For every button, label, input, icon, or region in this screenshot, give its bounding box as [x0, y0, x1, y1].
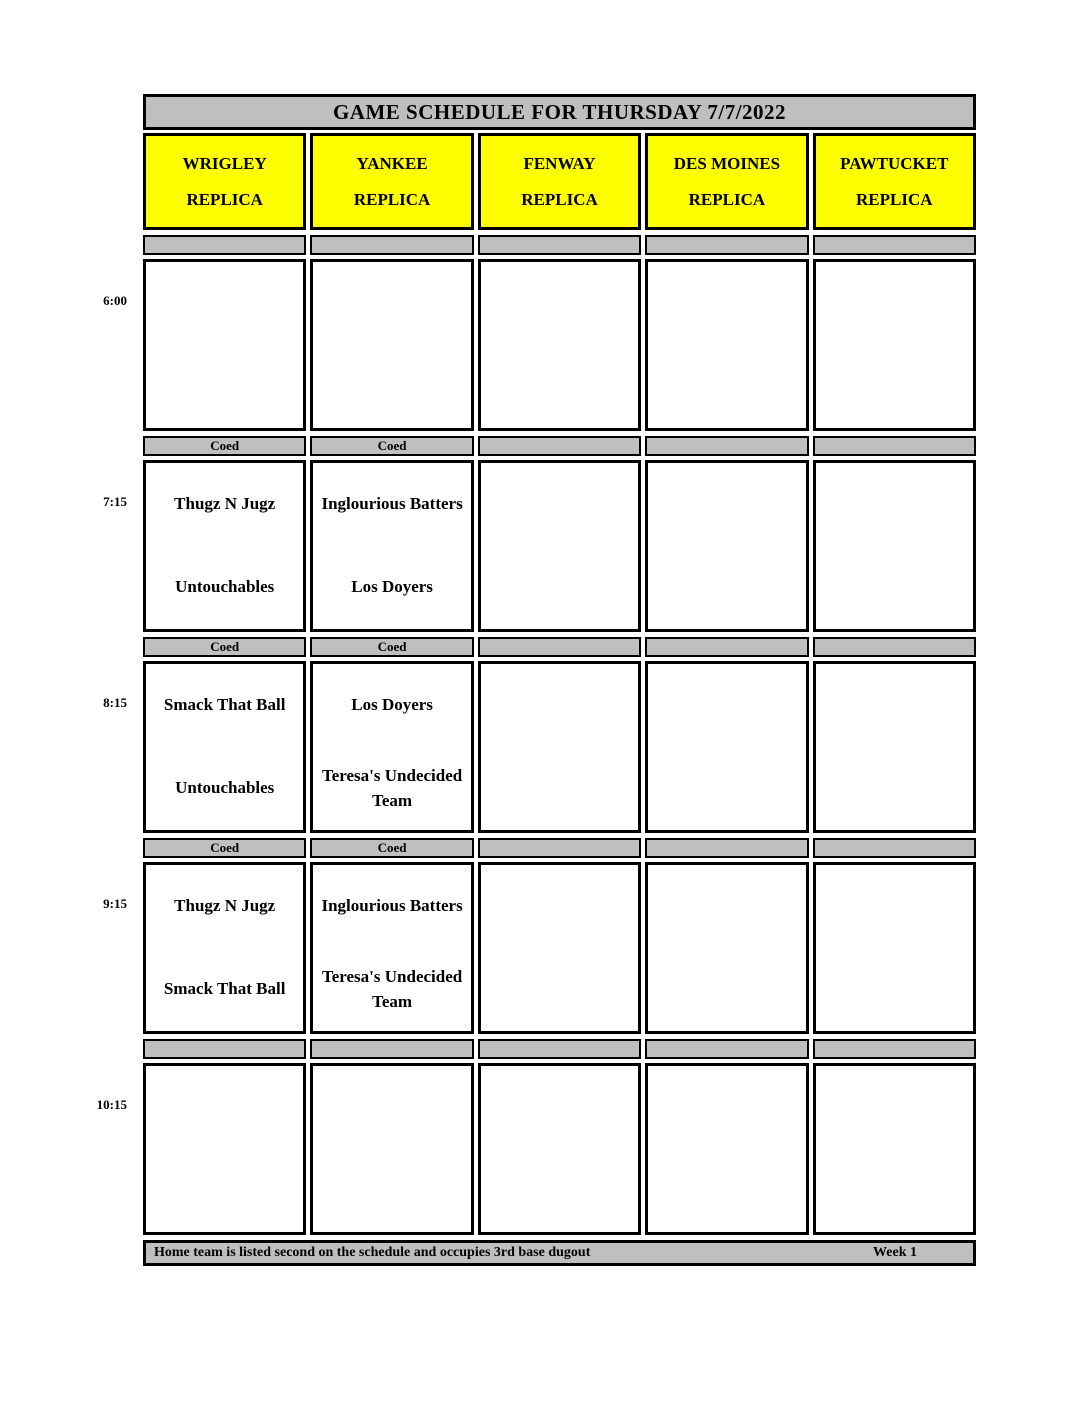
home-team: Smack That Ball	[163, 979, 286, 999]
away-team: Thugz N Jugz	[174, 896, 276, 916]
game-cell	[478, 460, 641, 632]
divider-row	[143, 1039, 976, 1059]
home-team	[648, 1149, 805, 1232]
game-cell	[813, 460, 976, 632]
away-team	[816, 463, 973, 546]
divider-cell	[813, 436, 976, 456]
home-team: Untouchables	[175, 577, 275, 597]
game-cell	[645, 1063, 808, 1235]
field-name: WRIGLEY	[182, 153, 267, 173]
game-cell	[143, 259, 306, 431]
divider-cell	[813, 1039, 976, 1059]
game-cell	[813, 1063, 976, 1235]
away-team	[648, 1066, 805, 1149]
away-team	[481, 463, 638, 546]
home-team: Los Doyers	[351, 577, 433, 597]
time-label: 8:15	[103, 695, 127, 710]
field-subname: REPLICA	[688, 189, 766, 209]
divider-cell	[813, 235, 976, 255]
home-team: Teresa's Undecided Team	[321, 765, 463, 810]
schedule-body	[96, 235, 976, 1235]
divider-cell	[143, 235, 306, 255]
away-team: Inglourious Batters	[321, 494, 463, 514]
time-label: 10:15	[96, 1097, 127, 1112]
home-team	[146, 1149, 303, 1232]
division-label: Coed	[143, 637, 306, 657]
divider-cell	[645, 838, 808, 858]
game-cell	[310, 862, 473, 1034]
home-team	[481, 345, 638, 428]
away-team	[481, 664, 638, 747]
away-team	[481, 1066, 638, 1149]
away-team	[816, 1066, 973, 1149]
home-team	[816, 747, 973, 830]
division-label: Coed	[310, 637, 473, 657]
away-team	[816, 664, 973, 747]
time-label: 9:15	[103, 896, 127, 911]
division-label: Coed	[310, 436, 473, 456]
away-team	[481, 865, 638, 948]
home-team	[481, 546, 638, 629]
game-row	[103, 460, 976, 632]
away-team	[313, 1066, 470, 1149]
away-team	[648, 463, 805, 546]
game-cell	[310, 661, 473, 833]
home-team	[648, 345, 805, 428]
away-team	[648, 262, 805, 345]
game-cell	[478, 259, 641, 431]
divider-row	[143, 436, 976, 456]
home-team	[481, 747, 638, 830]
game-row	[103, 661, 976, 833]
divider-cell	[645, 1039, 808, 1059]
divider-cell	[813, 838, 976, 858]
home-team	[816, 1149, 973, 1232]
away-team	[648, 865, 805, 948]
game-cell	[310, 1063, 473, 1235]
division-label: Coed	[143, 436, 306, 456]
game-cell	[645, 862, 808, 1034]
home-team	[481, 1149, 638, 1232]
game-row	[103, 862, 976, 1034]
field-header-wrigley	[143, 133, 306, 230]
field-name: DES MOINES	[673, 153, 781, 173]
game-row	[103, 259, 976, 431]
field-header-fenway	[478, 133, 641, 230]
divider-cell	[645, 436, 808, 456]
divider-cell	[310, 235, 473, 255]
divider-row	[143, 838, 976, 858]
game-cell	[645, 460, 808, 632]
game-cell	[645, 661, 808, 833]
division-label: Coed	[310, 838, 473, 858]
footer-bar	[143, 1240, 976, 1266]
game-cell	[478, 1063, 641, 1235]
game-cell	[478, 661, 641, 833]
schedule-title: GAME SCHEDULE FOR THURSDAY 7/7/2022	[143, 94, 976, 130]
away-team	[146, 1066, 303, 1149]
time-label: 6:00	[103, 293, 127, 308]
division-label: Coed	[143, 838, 306, 858]
game-cell	[143, 460, 306, 632]
field-subname: REPLICA	[353, 189, 431, 209]
field-subname: REPLICA	[521, 189, 598, 209]
away-team: Inglourious Batters	[321, 896, 463, 916]
game-cell	[310, 259, 473, 431]
home-team	[816, 948, 973, 1031]
field-subname: REPLICA	[186, 189, 263, 209]
divider-cell	[645, 637, 808, 657]
divider-cell	[478, 436, 641, 456]
home-team: Teresa's Undecided Team	[321, 966, 463, 1011]
divider-row	[143, 637, 976, 657]
home-team	[816, 345, 973, 428]
field-name: FENWAY	[523, 153, 596, 173]
game-cell	[813, 259, 976, 431]
home-team	[648, 948, 805, 1031]
divider-cell	[813, 637, 976, 657]
home-team: Untouchables	[175, 778, 275, 798]
game-cell	[645, 259, 808, 431]
game-cell	[143, 661, 306, 833]
home-team	[313, 1149, 470, 1232]
away-team	[816, 865, 973, 948]
away-team	[648, 664, 805, 747]
divider-row	[143, 235, 976, 255]
away-team: Thugz N Jugz	[174, 494, 276, 514]
home-team	[481, 948, 638, 1031]
game-cell	[813, 862, 976, 1034]
home-team	[146, 345, 303, 428]
game-cell	[143, 1063, 306, 1235]
week-label: Week 1	[873, 1245, 917, 1260]
home-team	[648, 747, 805, 830]
away-team	[481, 262, 638, 345]
home-team	[313, 345, 470, 428]
game-cell	[143, 862, 306, 1034]
time-label: 7:15	[103, 494, 127, 509]
game-cell	[310, 460, 473, 632]
away-team	[146, 262, 303, 345]
game-cell	[478, 862, 641, 1034]
game-row	[96, 1063, 976, 1235]
schedule-table	[96, 94, 976, 1266]
field-header-pawtucket	[813, 133, 976, 230]
home-team	[816, 546, 973, 629]
game-cell	[813, 661, 976, 833]
divider-cell	[310, 1039, 473, 1059]
away-team	[816, 262, 973, 345]
divider-cell	[645, 235, 808, 255]
divider-cell	[478, 1039, 641, 1059]
away-team	[313, 262, 470, 345]
field-subname: REPLICA	[856, 189, 933, 209]
field-name: YANKEE	[356, 153, 428, 173]
away-team: Smack That Ball	[163, 695, 286, 715]
divider-cell	[143, 1039, 306, 1059]
away-team: Los Doyers	[351, 695, 433, 715]
home-team	[648, 546, 805, 629]
divider-cell	[478, 838, 641, 858]
footer-note: Home team is listed second on the schedule and occupies 3rd base dugout	[154, 1245, 591, 1260]
divider-cell	[478, 637, 641, 657]
field-header-des-moines	[645, 133, 808, 230]
field-header-row	[143, 133, 976, 230]
field-name: PAWTUCKET	[840, 153, 949, 173]
divider-cell	[478, 235, 641, 255]
field-header-yankee	[310, 133, 473, 230]
